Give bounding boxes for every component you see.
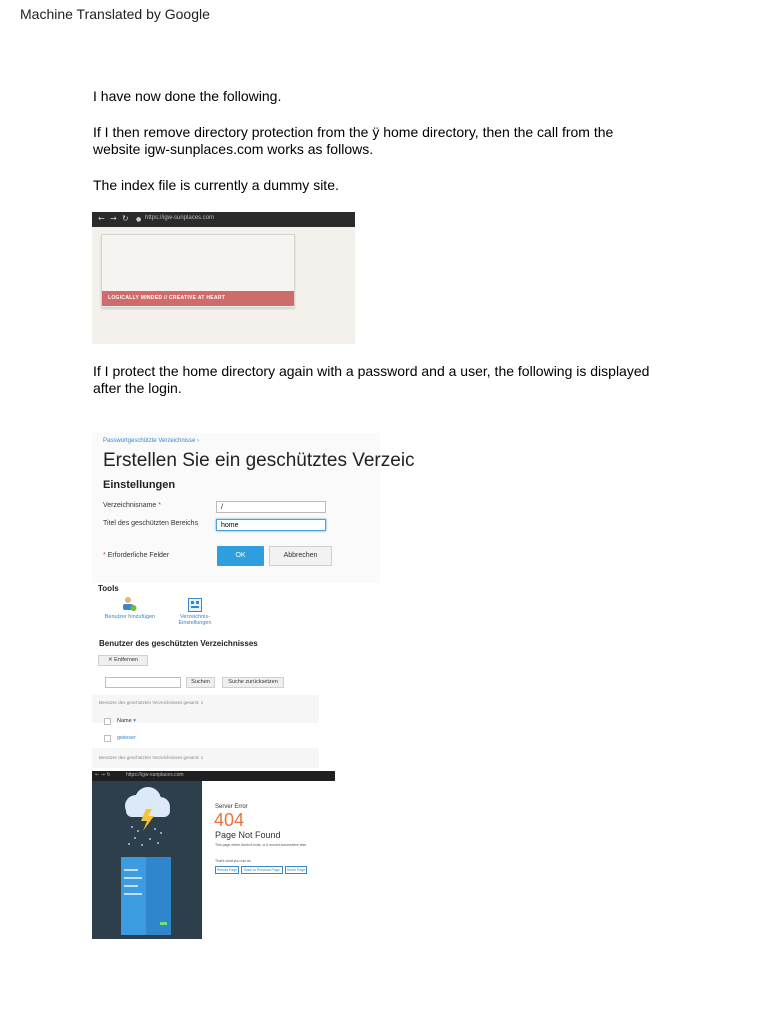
directory-name-label	[103, 502, 161, 509]
browser-toolbar	[92, 771, 335, 781]
users-total-footer: Benutzer des geschützten Verzeichnisses gesamt: 1	[99, 755, 204, 760]
protected-users-heading: Benutzer des geschützten Verzeichnisses	[99, 639, 258, 648]
directory-name-label-text: Verzeichnisname	[103, 502, 157, 509]
user-name-link[interactable]: gwieser	[117, 735, 136, 741]
column-header-name-label: Name	[117, 718, 132, 724]
remove-button[interactable]	[98, 655, 148, 666]
forward-icon: →	[110, 214, 117, 223]
paragraph-2-line-1: If I then remove directory protection from the ÿ home directory, then the call from the	[93, 124, 614, 140]
required-fields-note	[103, 552, 169, 559]
protected-users-screenshot	[92, 583, 319, 768]
reload-page-button[interactable]: Reload Page	[216, 868, 238, 872]
column-header-name[interactable]	[117, 718, 136, 724]
directory-name-field[interactable]: /	[216, 501, 326, 513]
ok-button[interactable]: OK	[217, 546, 264, 566]
page-title: Erstellen Sie ein geschütztes Verzeic	[103, 450, 415, 471]
error-illustration-panel	[92, 781, 202, 939]
address-bar: https://igw-sunplaces.com	[145, 215, 215, 221]
dummy-site-screenshot	[92, 212, 355, 344]
users-total: Benutzer des geschützten Verzeichnisses gesamt: 1	[99, 700, 204, 705]
table-footer-row	[92, 748, 319, 768]
directory-settings-link[interactable]: Verzeichnis- Einstellungen	[178, 614, 212, 626]
rain-drops	[128, 826, 162, 846]
paragraph-4-line-1: If I protect the home directory again with a password and a user, the following is displayed	[93, 363, 650, 379]
search-input[interactable]	[105, 677, 181, 688]
sort-icon: ▾	[133, 718, 136, 724]
protected-area-title-label: Titel des geschützten Bereichs	[103, 520, 199, 527]
cancel-button[interactable]: Abbrechen	[269, 546, 332, 566]
remove-button-label: Entfernen	[114, 657, 138, 663]
server-cloud-illustration	[92, 781, 202, 939]
settings-heading: Einstellungen	[103, 479, 176, 491]
error-page-screenshot	[92, 771, 335, 939]
previous-page-button[interactable]: Back to Previous Page	[241, 866, 283, 874]
reload-icon: ↻	[122, 214, 129, 223]
user-row-checkbox[interactable]	[104, 735, 111, 742]
required-fields-text: Erforderliche Felder	[107, 552, 170, 559]
error-description: This page either doesn't exist, or it moved somewhere else.	[215, 843, 308, 847]
search-button[interactable]: Suchen	[186, 677, 215, 688]
reset-search-button[interactable]: Suche zurücksetzen	[222, 677, 284, 688]
add-user-icon[interactable]	[121, 596, 137, 612]
paragraph-4-line-2: after the login.	[93, 380, 182, 396]
protection-form-screenshot	[92, 433, 415, 583]
tools-heading: Tools	[98, 584, 119, 593]
required-star: *	[158, 502, 161, 509]
paragraph-2-line-2: website igw-sunplaces.com works as follows.	[93, 141, 374, 157]
add-user-link[interactable]: Benutzer hinzufügen	[104, 614, 156, 620]
paragraph-3: The index file is currently a dummy site.	[93, 177, 339, 193]
browser-nav-icons: ← → ↻	[95, 772, 111, 778]
paragraph-1: I have now done the following.	[93, 88, 282, 104]
home-page-button[interactable]: Home Page	[286, 868, 306, 872]
server-error-label: Server Error	[215, 804, 248, 810]
select-all-checkbox[interactable]	[104, 718, 111, 725]
address-bar: https://igw-sunplaces.com	[126, 772, 184, 778]
error-code: 404	[214, 810, 245, 830]
directory-settings-icon[interactable]	[188, 598, 202, 612]
back-icon: ←	[98, 214, 105, 223]
error-title: Page Not Found	[215, 830, 281, 840]
browser-toolbar	[92, 212, 355, 227]
server-icon	[121, 857, 171, 935]
machine-translation-header: Machine Translated by Google	[20, 6, 210, 22]
required-star: *	[103, 552, 106, 559]
protected-area-title-field[interactable]: home	[216, 519, 326, 531]
error-suggestion: That's what you can do	[215, 859, 251, 863]
lock-icon: ●	[136, 216, 142, 223]
site-banner: LOGICALLY MINDED // CREATIVE AT HEART	[102, 291, 294, 306]
breadcrumb: Passwortgeschützte Verzeichnisse ›	[103, 438, 200, 444]
remove-icon: ✕	[108, 657, 113, 663]
